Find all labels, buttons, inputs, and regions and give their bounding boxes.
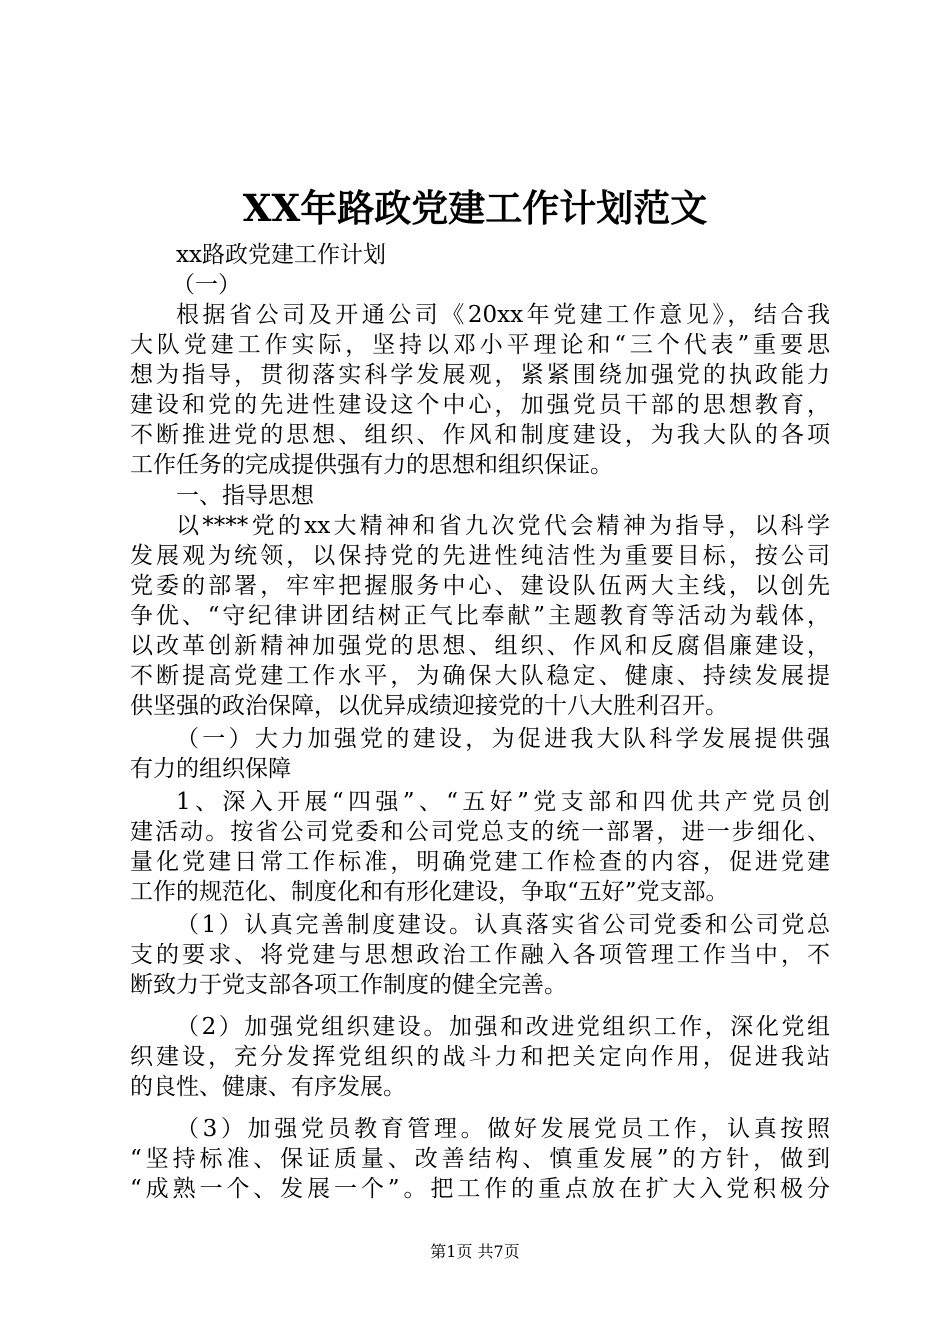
- doc-line: 争优、“守纪律讲团结树正气比奉献”主题教育等活动为载体，: [130, 603, 830, 629]
- doc-line: 建活动。按省公司党委和公司党总支的统一部署，进一步细化、: [130, 819, 830, 845]
- doc-line: 建设和党的先进性建设这个中心，加强党员干部的思想教育，: [130, 392, 830, 418]
- doc-line: 一、指导思想: [176, 483, 314, 509]
- doc-line: 不断提高党建工作水平，为确保大队稳定、健康、持续发展提: [130, 663, 830, 689]
- doc-line: 发展观为统领，以保持党的先进性纯洁性为重要目标，按公司: [130, 543, 830, 569]
- doc-line: 以****党的xx大精神和省九次党代会精神为指导，以科学: [176, 513, 830, 539]
- doc-line: 1、深入开展“四强”、“五好”党支部和四优共产党员创: [176, 789, 830, 815]
- doc-line: 工作的规范化、制度化和有形化建设，争取“五好”党支部。: [130, 879, 729, 905]
- document-title: XX年路政党建工作计划范文: [242, 186, 708, 230]
- doc-line: “成熟一个、发展一个”。把工作的重点放在扩大入党积极分: [130, 1176, 830, 1202]
- doc-line: （一）: [172, 272, 241, 298]
- doc-line: xx路政党建工作计划: [176, 242, 386, 268]
- doc-line: 断致力于党支部各项工作制度的健全完善。: [130, 972, 567, 998]
- doc-line: （1）认真完善制度建设。认真落实省公司党委和公司党总: [176, 912, 830, 938]
- doc-line: 支的要求、将党建与思想政治工作融入各项管理工作当中，不: [130, 942, 830, 968]
- doc-line: 想为指导，贯彻落实科学发展观，紧紧围绕加强党的执政能力: [130, 362, 830, 388]
- doc-line: 供坚强的政治保障，以优异成绩迎接党的十八大胜利召开。: [130, 693, 728, 719]
- page-footer: 第1页 共7页: [430, 1242, 520, 1261]
- doc-line: 量化党建日常工作标准，明确党建工作检查的内容，促进党建: [130, 849, 830, 875]
- doc-line: （3）加强党员教育管理。做好发展党员工作，认真按照: [176, 1116, 830, 1142]
- doc-line: 党委的部署，牢牢把握服务中心、建设队伍两大主线，以创先: [130, 573, 830, 599]
- doc-line: 有力的组织保障: [130, 756, 291, 782]
- doc-line: 的良性、健康、有序发展。: [130, 1074, 406, 1100]
- doc-line: （一）大力加强党的建设，为促进我大队科学发展提供强: [176, 726, 830, 752]
- doc-line: 根据省公司及开通公司《20xx年党建工作意见》，结合我: [176, 302, 830, 328]
- doc-line: （2）加强党组织建设。加强和改进党组织工作，深化党组: [176, 1014, 830, 1040]
- doc-line: 以改革创新精神加强党的思想、组织、作风和反腐倡廉建设，: [130, 633, 830, 659]
- doc-line: 不断推进党的思想、组织、作风和制度建设，为我大队的各项: [130, 422, 830, 448]
- doc-line: 工作任务的完成提供强有力的思想和组织保证。: [130, 452, 613, 478]
- doc-line: “坚持标准、保证质量、改善结构、慎重发展”的方针，做到: [130, 1146, 830, 1172]
- doc-line: 大队党建工作实际，坚持以邓小平理论和“三个代表”重要思: [130, 332, 830, 358]
- doc-line: 织建设，充分发挥党组织的战斗力和把关定向作用，促进我站: [130, 1044, 830, 1070]
